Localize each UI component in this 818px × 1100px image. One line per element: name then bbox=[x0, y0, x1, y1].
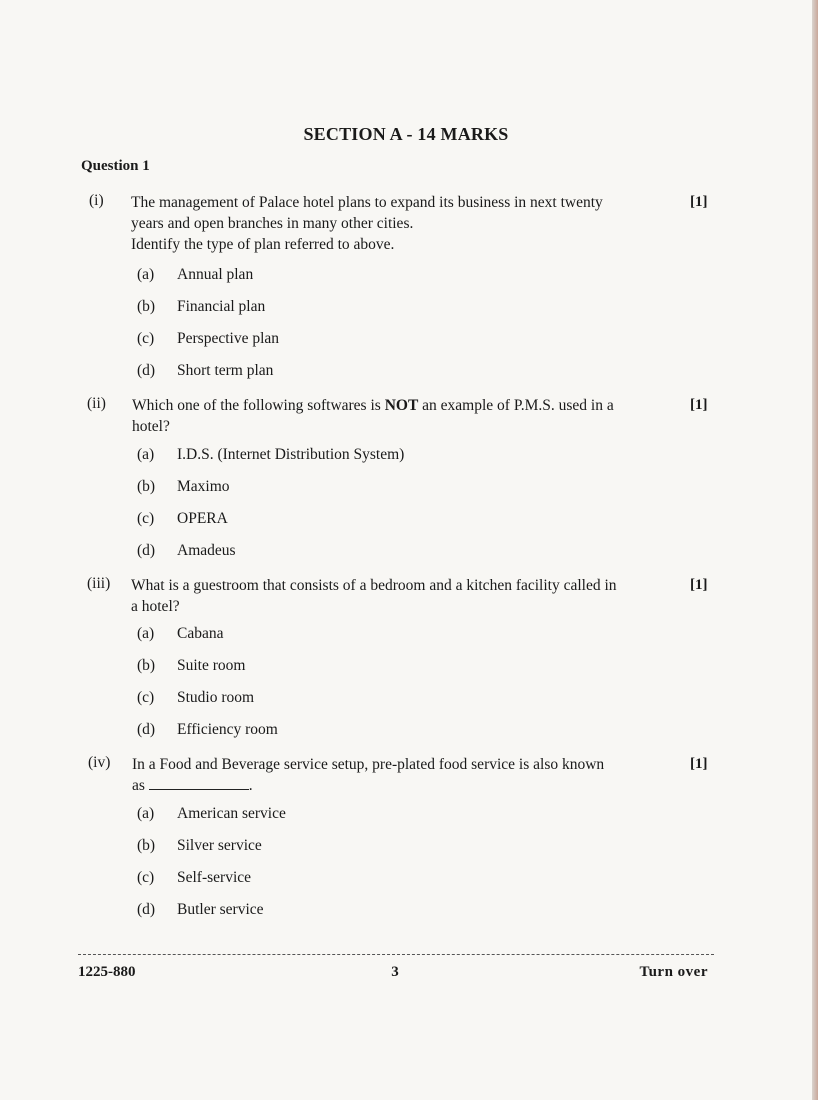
marks-badge: [1] bbox=[690, 194, 708, 210]
page-edge bbox=[812, 0, 818, 1100]
option-letter: (b) bbox=[137, 478, 156, 495]
option-text: Studio room bbox=[177, 689, 255, 706]
question-text-segment: an example of P.M.S. used in a bbox=[418, 397, 614, 414]
option-letter: (c) bbox=[137, 510, 155, 527]
option-letter: (c) bbox=[137, 689, 155, 706]
question-emphasis: NOT bbox=[384, 397, 419, 414]
question-numeral-i: (i) bbox=[89, 192, 104, 209]
question-text-line: In a Food and Beverage service setup, pre-plated food service is also known bbox=[132, 756, 605, 773]
section-title: SECTION A - 14 MARKS bbox=[303, 124, 509, 144]
option-text: Amadeus bbox=[177, 542, 236, 559]
turn-over-label: Turn over bbox=[639, 964, 708, 980]
option-letter: (b) bbox=[137, 657, 156, 674]
marks-badge: [1] bbox=[690, 756, 708, 772]
question-text-line: years and open branches in many other cities. bbox=[131, 215, 414, 232]
page-number: 3 bbox=[391, 964, 399, 980]
option-letter: (c) bbox=[137, 869, 155, 886]
question-text-iv bbox=[132, 754, 672, 796]
answer-blank bbox=[149, 777, 249, 790]
option-text: OPERA bbox=[177, 510, 228, 527]
option-text: Silver service bbox=[177, 837, 262, 854]
option-letter: (a) bbox=[137, 266, 155, 283]
question-text-line: hotel? bbox=[132, 418, 170, 435]
question-text-line: a hotel? bbox=[131, 598, 180, 615]
option-text: Financial plan bbox=[177, 298, 266, 315]
option-text: Annual plan bbox=[177, 266, 254, 283]
option-text: American service bbox=[177, 805, 286, 822]
option-letter: (d) bbox=[137, 362, 156, 379]
marks-badge: [1] bbox=[690, 397, 708, 413]
question-numeral-ii: (ii) bbox=[87, 395, 106, 412]
question-numeral-iii: (iii) bbox=[87, 575, 111, 592]
option-letter: (c) bbox=[137, 330, 155, 347]
question-text-segment: Which one of the following softwares is bbox=[132, 397, 385, 414]
question-text-line: The management of Palace hotel plans to expand its business in next twenty bbox=[131, 194, 603, 211]
question-text-line bbox=[132, 775, 672, 796]
option-text: Short term plan bbox=[177, 362, 274, 379]
question-heading: Question 1 bbox=[81, 158, 150, 174]
question-text-line bbox=[132, 395, 672, 416]
option-letter: (b) bbox=[137, 298, 156, 315]
option-text: Perspective plan bbox=[177, 330, 280, 347]
question-text-iii bbox=[131, 575, 671, 617]
option-text: I.D.S. (Internet Distribution System) bbox=[177, 446, 405, 463]
option-letter: (d) bbox=[137, 721, 156, 738]
footer-divider bbox=[78, 954, 714, 955]
option-text: Self-service bbox=[177, 869, 252, 886]
option-letter: (d) bbox=[137, 901, 156, 918]
option-letter: (b) bbox=[137, 837, 156, 854]
question-text-line: What is a guestroom that consists of a bedroom and a kitchen facility called in bbox=[131, 577, 617, 594]
option-text: Efficiency room bbox=[177, 721, 278, 738]
marks-badge: [1] bbox=[690, 577, 708, 593]
paper-code: 1225-880 bbox=[78, 964, 136, 980]
option-text: Suite room bbox=[177, 657, 246, 674]
option-letter: (a) bbox=[137, 805, 155, 822]
option-text: Maximo bbox=[177, 478, 230, 495]
option-letter: (a) bbox=[137, 446, 155, 463]
question-text-ii bbox=[132, 395, 672, 437]
option-letter: (a) bbox=[137, 625, 155, 642]
option-letter: (d) bbox=[137, 542, 156, 559]
option-text: Butler service bbox=[177, 901, 264, 918]
question-text-line: Identify the type of plan referred to above. bbox=[131, 236, 395, 253]
question-text-segment: as bbox=[132, 777, 145, 794]
question-text-segment: . bbox=[248, 777, 253, 794]
option-text: Cabana bbox=[177, 625, 224, 642]
question-numeral-iv: (iv) bbox=[88, 754, 111, 771]
question-text-i bbox=[131, 192, 671, 255]
